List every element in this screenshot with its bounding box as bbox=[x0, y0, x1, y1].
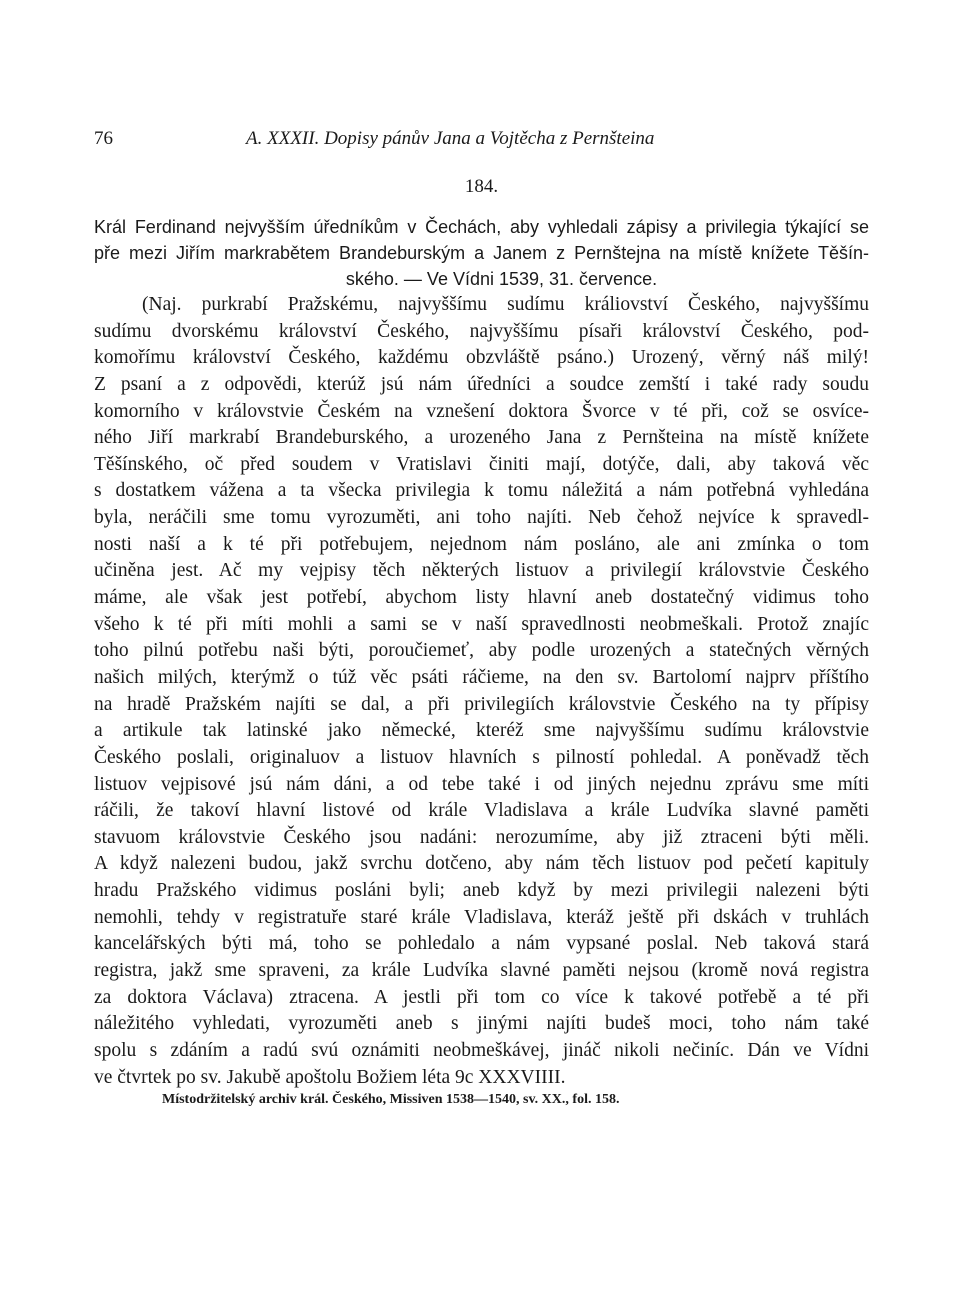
body-line: stavuom královstvie Českého jsou nadáni: nerozumíme, aby již ztraceni býti měli. bbox=[94, 826, 869, 848]
source-note: Místodržitelský archiv král. Českého, Missiven 1538—1540, sv. XX., fol. 158. bbox=[162, 1092, 620, 1107]
body-line: Českého poslali, originaluov a listuov hlavních s pilností pohledal. A poněvadž těch bbox=[94, 746, 869, 768]
document-number: 184. bbox=[464, 176, 499, 197]
body-line: ve čtvrtek po sv. Jakubě apoštolu Božiem léta 9c XXXVIIII. bbox=[94, 1066, 566, 1088]
body-line: učiněna jest. Ač my vejpisy těch některých listuov a privilegií královstvie Českého bbox=[94, 560, 869, 582]
body-line: všeho k té při míti mohli a sami se v naší spravedlnosti neobmeškali. Protož znajíc bbox=[94, 613, 869, 635]
body-line: a artikule tak latinské jako německé, kteréž sme najvyššímu sudímu královstvie bbox=[94, 720, 869, 742]
regest-line: ského. — Ve Vídni 1539, 31. července. bbox=[345, 269, 658, 289]
body-line: Z psaní a z odpovědi, kterúž jsú nám úředníci a soudce zemští i také rady soudu bbox=[94, 373, 869, 395]
body-line: nosti naší a k té při potřebujem, nejednom nám posláno, ale ani zmínka o tom bbox=[94, 533, 869, 555]
body-line: kancelářských býti má, toho se pohledalo a nám vypsané poslal. Neb taková stará bbox=[94, 933, 869, 955]
body-line: našich milých, kterýmž o túž věc psáti ráčieme, na den sv. Bartolomí najprv příštího bbox=[94, 666, 869, 688]
body-line: máme, ale však jest potřebí, abychom listy hlavní aneb dostatečný vidimus toho bbox=[94, 587, 869, 609]
body-line: náležitého vyhledati, vyrozuměti aneb s jinými najíti budeš moci, toho nám také bbox=[94, 1013, 869, 1035]
body-line: na hradě Pražském najíti se dal, a při privilegiích královstvie Českého na ty přípisy bbox=[94, 693, 869, 715]
body-line: s dostatkem vážena a ta všecka privilegia k tomu náležitá a nám potřebná vyhledána bbox=[94, 480, 869, 502]
body-line: Těšínského, oč před soudem v Vratislavi činiti mají, dotýče, dali, aby taková věc bbox=[94, 453, 869, 475]
body-line: A když nalezeni budou, jakž svrchu dotčeno, aby nám těch listuov pod pečetí kapituly bbox=[94, 853, 869, 875]
body-line: ného Jiří markrabí Brandeburského, a urozeného Jana z Pernšteina na místě knížete bbox=[94, 427, 869, 449]
body-line: sudímu dvorskému království Českého, najvyššímu písaři království Českého, pod- bbox=[94, 320, 869, 342]
body-line: komořímu království Českého, každému obzvláště psáno.) Urozený, věrný náš milý! bbox=[94, 347, 869, 369]
body-line: byla, neráčili sme tomu vyrozuměti, ani toho najíti. Neb čehož nejvíce k spravedl- bbox=[94, 507, 869, 529]
body-line: za doktora Václava) ztracena. A jestli při tom co více k takové potřebě a té při bbox=[94, 986, 869, 1008]
body-line: komorního v královstvie Českém na vznešení doktora Švorce v té při, což se osvíce- bbox=[94, 400, 869, 422]
running-title: A. XXXII. Dopisy pánův Jana a Vojtěcha z Pernšteina bbox=[246, 128, 655, 149]
regest-line: pře mezi Jiřím markrabětem Brandeburským a Janem z Pernštejna na místě knížete Těšín- bbox=[94, 243, 869, 263]
body-line: ráčili, že takoví hlavní listové od krále Vladislava a krále Ludvíka slavné paměti bbox=[94, 800, 869, 822]
body-line: toho pilnú potřebu naši býti, poroučiemeť, aby podle urozených a statečných věrných bbox=[94, 640, 869, 662]
body-line: (Naj. purkrabí Pražskému, najvyššímu sudímu králiovství Českého, najvyššímu bbox=[142, 294, 869, 315]
body-line: spolu s zdáním a radú svú oznámiti neobmeškávej, jináč nikoli nečiníc. Dán ve Vídni bbox=[94, 1039, 869, 1061]
body-line: listuov vejpisové jsú nám dáni, a od tebe také i od jiných nejednu zprávu sme míti bbox=[94, 773, 869, 795]
regest-summary bbox=[94, 214, 869, 292]
body-line: registra, jakž sme spraveni, za krále Ludvíka slavné paměti nejsou (kromě nová registra bbox=[94, 960, 869, 982]
document-page bbox=[94, 0, 869, 1302]
body-line: hradu Pražského vidimus posláni byli; aneb když by mezi privilegii nalezeni býti bbox=[94, 880, 869, 902]
regest-line: Král Ferdinand nejvyšším úředníkům v Čechách, aby vyhledali zápisy a privilegia týkající se bbox=[94, 217, 869, 237]
letter-body bbox=[94, 292, 869, 1091]
body-line: nemohli, tehdy v registratuře staré krále Vladislava, kteráž ještě při dskách v truhlách bbox=[94, 906, 869, 928]
running-head bbox=[94, 128, 869, 158]
page-number: 76 bbox=[94, 128, 113, 149]
